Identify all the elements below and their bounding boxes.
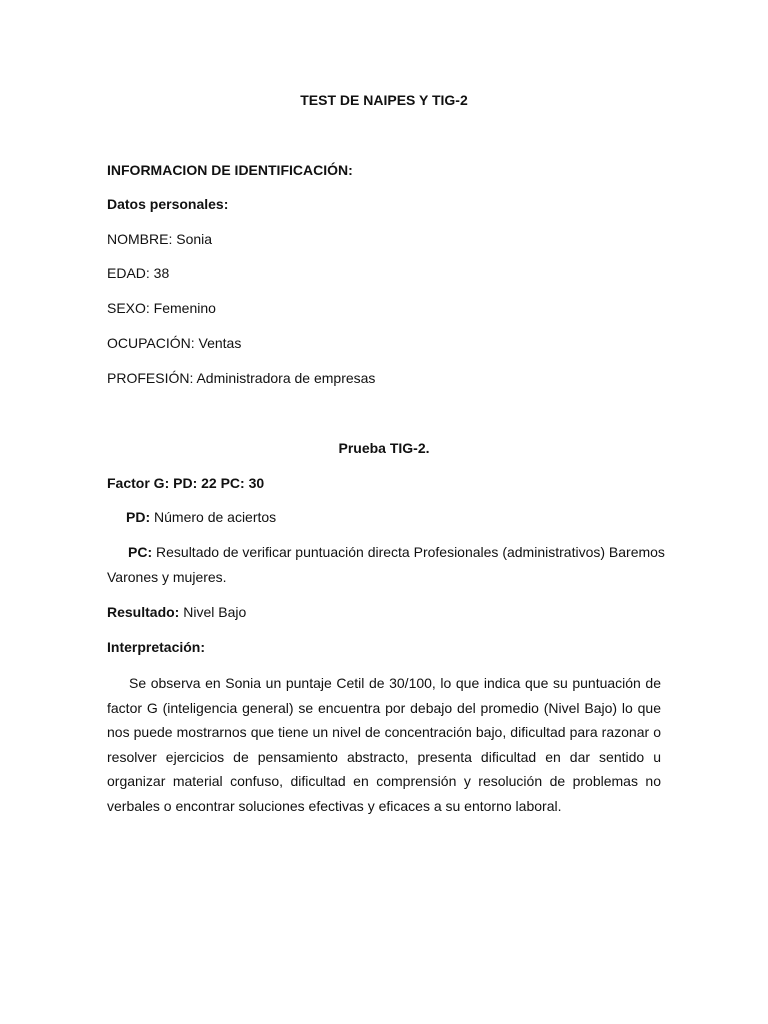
pc-text-line1: Resultado de verificar puntuación directa Profesionales (administrativos) Baremos — [152, 544, 665, 560]
pd-text: Número de aciertos — [150, 509, 277, 525]
interpretation-heading: Interpretación: — [107, 639, 206, 655]
interpretation-text: Se observa en Sonia un puntaje Cetil de 30/100, lo que indica que su puntuación de factor G (inteligencia general) se encuentra por debajo del promedio (Nivel Bajo) lo que nos puede mostrarnos que tiene un nivel de concentración bajo, dificultad para razonar o resolver ejercicios de pensamiento abstracto, presenta dificultad en dar sentido u organizar material confuso, dificultad en comprensión y resolución de problemas no verbales o encontrar soluciones efectivas y eficaces a su entorno laboral. — [107, 675, 661, 814]
pc-text-line2: Varones y mujeres. — [107, 569, 227, 585]
pd-definition — [126, 507, 276, 527]
pc-label: PC: — [128, 544, 153, 560]
field-ocupacion: OCUPACIÓN: Ventas — [107, 335, 242, 351]
resultado-text: Nivel Bajo — [179, 604, 247, 620]
field-nombre: NOMBRE: Sonia — [107, 231, 213, 247]
resultado-label: Resultado: — [107, 604, 180, 620]
pd-label: PD: — [126, 509, 151, 525]
pc-definition — [128, 542, 665, 562]
document-title: TEST DE NAIPES Y TIG-2 — [300, 92, 468, 108]
resultado-line — [107, 602, 246, 622]
field-sexo: SEXO: Femenino — [107, 300, 216, 316]
field-edad: EDAD: 38 — [107, 265, 170, 281]
test-heading: Prueba TIG-2. — [338, 440, 430, 456]
identification-heading: INFORMACION DE IDENTIFICACIÓN: — [107, 162, 353, 178]
factor-line: Factor G: PD: 22 PC: 30 — [107, 475, 265, 491]
field-profesion: PROFESIÓN: Administradora de empresas — [107, 370, 376, 386]
personal-data-heading: Datos personales: — [107, 196, 229, 212]
interpretation-paragraph — [107, 671, 661, 819]
